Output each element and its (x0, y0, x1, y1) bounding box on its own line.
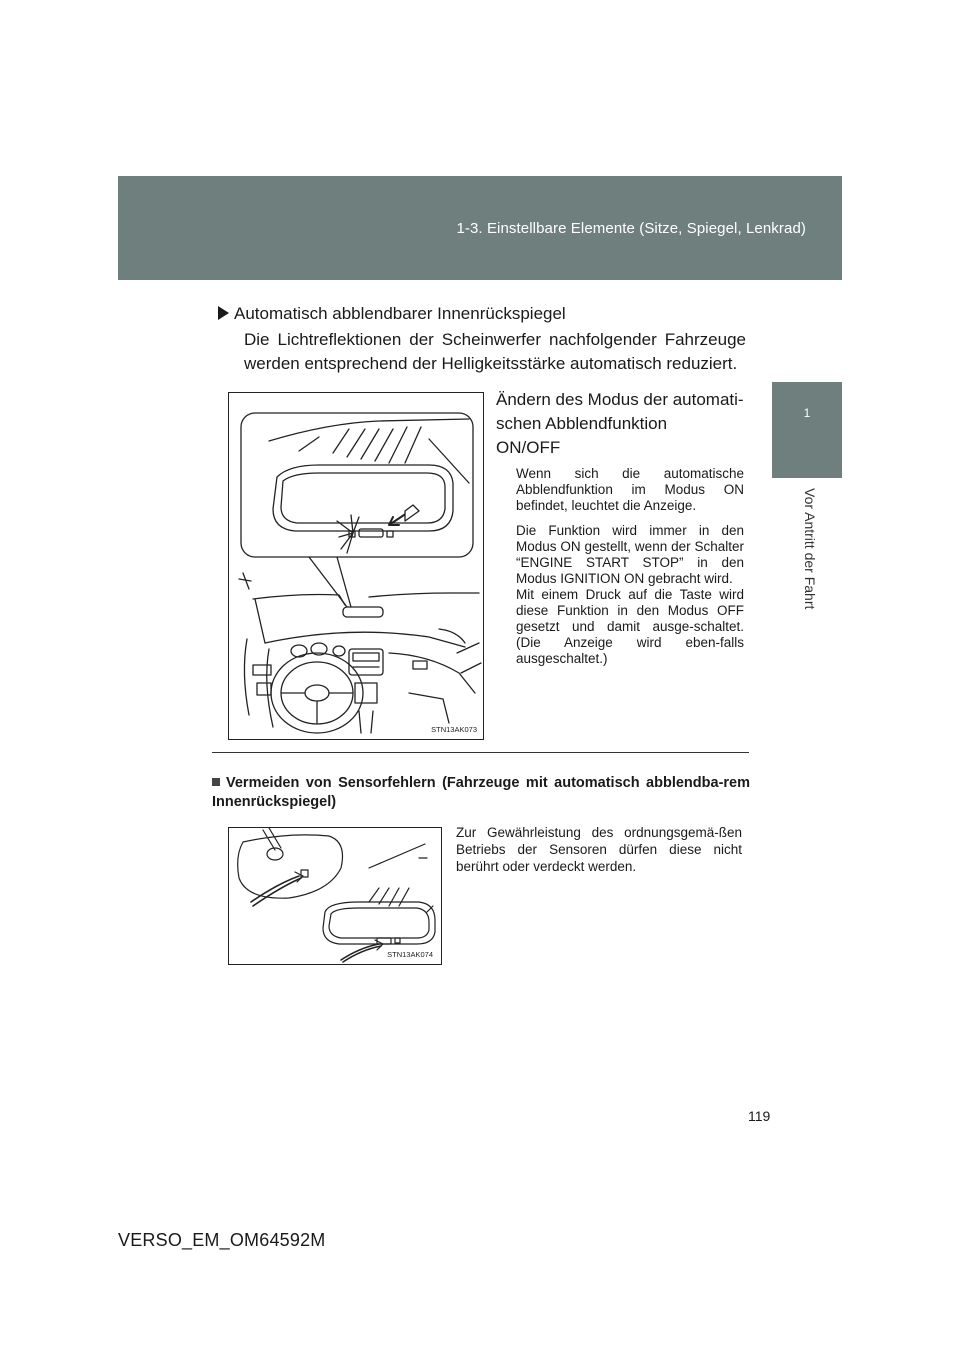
warning-title (212, 774, 750, 812)
chapter-tab-label: Vor Antritt der Fahrt (802, 488, 818, 610)
sensor-illustration (229, 828, 441, 964)
mode-paragraph-2: Die Funktion wird immer in den Modus ON gestellt, wenn der Schalter “ENGINE START STOP” in den Modus IGNITION ON gebracht wird. (516, 523, 744, 586)
figure1-code: STN13AK073 (431, 725, 477, 734)
section-intro: Die Lichtreflektionen der Scheinwerfer nachfolgender Fahrzeuge werden entsprechend der Helligkeitsstärke automatisch reduziert. (244, 330, 746, 373)
chapter-tab (772, 382, 842, 478)
page-number: 119 (748, 1108, 771, 1124)
mode-title-line2: schen Abblendfunktion (496, 414, 668, 433)
warning-text: Zur Gewährleistung des ordnungsgemä-ßen Betriebs der Sensoren dürfen diese nicht berührt oder verdeckt werden. (456, 825, 742, 874)
mode-title-line3: ON/OFF (496, 438, 561, 457)
sensor-figure (228, 827, 442, 965)
mode-paragraph-3: Mit einem Druck auf die Taste wird diese Funktion in den Modus OFF gesetzt und damit ausge-schaltet. (Die Anzeige wird eben-falls ausgeschaltet.) (516, 587, 744, 666)
mode-description (516, 466, 744, 676)
section-title-text: Automatisch abblendbarer Innenrückspiegel (234, 304, 566, 323)
document-id: VERSO_EM_OM64592M (118, 1230, 326, 1250)
triangle-bullet-icon (218, 306, 229, 320)
warning-title-text: Vermeiden von Sensorfehlern (Fahrzeuge mit automatisch abblendba-rem Innenrückspiegel) (212, 775, 750, 810)
mode-title (496, 388, 750, 460)
section-title (218, 304, 566, 324)
square-bullet-icon (212, 778, 220, 786)
figure2-code: STN13AK074 (387, 950, 433, 959)
mirror-dashboard-figure (228, 392, 484, 740)
mode-title-line1: Ändern des Modus der automati- (496, 390, 744, 409)
mode-paragraph-1: Wenn sich die automatische Abblendfunktion im Modus ON befindet, leuchtet die Anzeige. (516, 466, 744, 513)
chapter-header (118, 176, 842, 280)
mirror-dashboard-illustration (229, 393, 483, 739)
section-divider (212, 752, 749, 753)
chapter-title: 1-3. Einstellbare Elemente (Sitze, Spiegel, Lenkrad) (456, 220, 806, 237)
chapter-tab-number: 1 (803, 406, 811, 420)
